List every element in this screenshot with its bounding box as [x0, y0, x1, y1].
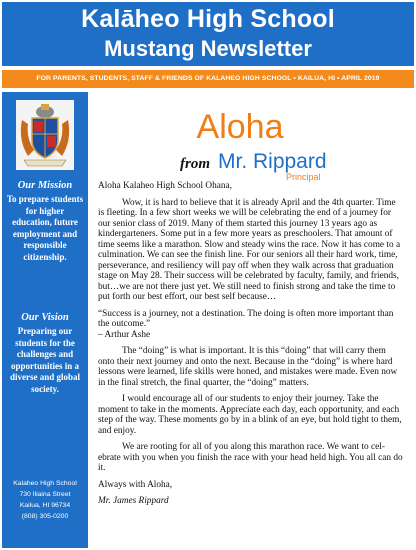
byline-from: from: [180, 156, 210, 172]
aloha-heading: Aloha: [196, 108, 284, 146]
school-address: [4, 478, 86, 522]
letter-paragraph: I would encourage all of our students to enjoy their journey. Take the moment to take in the moments. Appreciate each day, each opportunity, and each step of the way. These moments go by in a blink of an eye, but hold tight to them, and enjoy.: [98, 394, 402, 436]
letter-quote: “Success is a journey, not a destination. The doing is often more important than the outcome.”: [98, 308, 394, 329]
mission-text: To prepare students for higher education, future employment and responsible citizenship.: [6, 194, 84, 262]
school-title: Kalāheo High School: [81, 5, 335, 33]
address-city: Kailua, HI 96734: [19, 502, 71, 509]
letter-greeting: Aloha Kalaheo High School Ohana,: [98, 181, 232, 191]
letter-closing: Always with Aloha,: [98, 479, 173, 490]
address-street: 730 Iliaina Street: [19, 491, 71, 498]
tagline-bar: FOR PARENTS, STUDENTS, STAFF & FRIENDS OF KALAHEO HIGH SCHOOL • KAILUA, HI • APRIL 2019: [2, 70, 414, 88]
mission-heading: Our Mission: [17, 180, 73, 191]
quote-author: – Arthur Ashe: [98, 329, 151, 340]
school-crest-icon: [16, 100, 74, 170]
vision-text: Preparing our students for the challenges and opportunities in a diverse and global society.: [9, 326, 80, 394]
letter-paragraph: We are rooting for all of you along this marathon race. We want to cel-ebrate with you when you finish the race with your head held high. You all can do it.: [98, 442, 403, 473]
address-name: Kalaheo High School: [13, 480, 77, 487]
sidebar: [2, 92, 88, 548]
vision-heading: Our Vision: [21, 312, 69, 323]
letter-signature: Mr. James Rippard: [98, 496, 169, 506]
byline-name: Mr. Rippard: [218, 150, 327, 173]
masthead: [2, 2, 414, 66]
principal-letter: [98, 181, 404, 513]
letter-paragraph: Wow, it is hard to believe that it is already April and the 4th quarter. Time is fleeting. In a few short weeks we will be celebrating the end of a journey for our senior class of 2019. Many of them started this journey 13 years ago as kindergarteners. Some put in a few more years as preschoolers. That amount of time seems like a marathon. Slow and steady wins the race. Now it has come to a culmination. We can see the finish line. For our seniors all their hard work, time, perseverance, and resiliency will pay off when they walk across that graduation stage on May 28. Their success will be celebrated by faculty, family, and friends, but…we are not there just yet. We still need to finish strong and take the time to put forth our best effort, our best self because…: [98, 197, 401, 302]
byline: [180, 150, 380, 182]
letter-paragraph: The “doing” is what is important. It is this “doing” that will carry them onto their next journey and onto the next. Because in the “doing” is where hard lessons were learned, life skills were honed, and mistakes were made. Even now in the final stretch, the final quarter, the “doing” matters.: [98, 346, 398, 388]
address-phone: (808) 305-0200: [21, 513, 69, 520]
newsletter-title: Mustang Newsletter: [104, 36, 312, 61]
byline-role: Principal: [286, 172, 321, 182]
